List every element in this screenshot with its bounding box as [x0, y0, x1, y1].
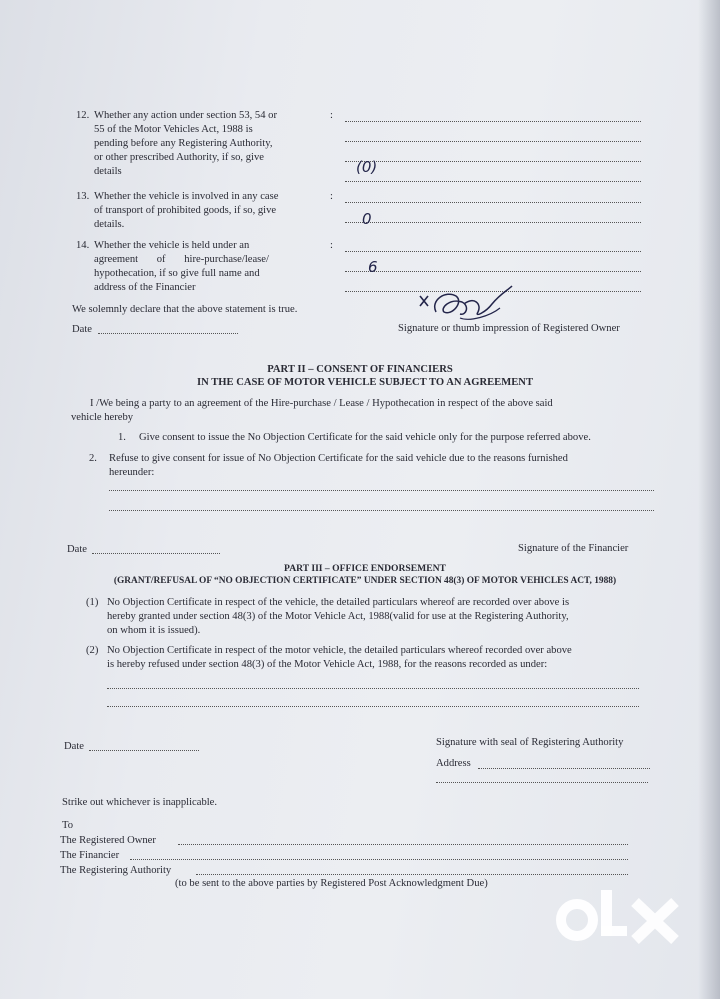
- owner-date-label: Date: [72, 324, 92, 335]
- answer-line: [345, 202, 641, 203]
- q14-text-line: agreement of hire-purchase/lease/: [94, 254, 269, 265]
- to-label: To: [62, 820, 74, 831]
- owner-signature-label: Signature or thumb impression of Registered Owner: [398, 323, 620, 334]
- q12-text-line: 55 of the Motor Vehicles Act, 1988 is: [94, 124, 253, 135]
- authority-signature-label: Signature with seal of Registering Authority: [436, 737, 624, 748]
- part3-item1-number: (1): [86, 597, 99, 608]
- answer-line: [345, 121, 641, 122]
- q12-number: 12.: [76, 110, 90, 121]
- part2-item2-text-cont: hereunder:: [109, 467, 155, 478]
- answer-line: [345, 161, 641, 162]
- reason-line: [107, 688, 639, 689]
- q14-text-line: Whether the vehicle is held under an: [94, 240, 250, 251]
- part3-item1-text: No Objection Certificate in respect of the vehicle, the detailed particulars whereof are recorded over above is: [107, 597, 570, 608]
- q13-handwritten-answer: 0: [362, 210, 372, 228]
- owner-signature: [400, 282, 540, 330]
- financier-date-label: Date: [67, 544, 87, 555]
- part3-item2-text: No Objection Certificate in respect of the motor vehicle, the detailed particulars whereof recorded over above: [107, 645, 572, 656]
- answer-line: [345, 181, 641, 182]
- authority-address-label: Address: [436, 758, 471, 769]
- q13-number: 13.: [76, 191, 90, 202]
- q14-handwritten-answer: 6: [368, 258, 378, 276]
- part3-item2-text: is hereby refused under section 48(3) of the Motor Vehicle Act, 1988, for the reasons recorded as under:: [107, 659, 548, 670]
- recipient-authority: The Registering Authority: [60, 865, 172, 876]
- declaration-text: We solemnly declare that the above statement is true.: [72, 304, 298, 315]
- q13-text-line: of transport of prohibited goods, if so, give: [94, 205, 277, 216]
- answer-line: [345, 251, 641, 252]
- part2-intro: I /We being a party to an agreement of the Hire-purchase / Lease / Hypothecation in respect of the above said: [90, 398, 553, 409]
- date-line: [89, 750, 199, 751]
- reason-line: [109, 510, 654, 511]
- strike-out-note: Strike out whichever is inapplicable.: [62, 797, 218, 808]
- q13-text-line: Whether the vehicle is involved in any case: [94, 191, 279, 202]
- colon: :: [330, 191, 333, 202]
- recipient-financier: The Financier: [60, 850, 120, 861]
- q12-text-line: details: [94, 166, 122, 177]
- date-line: [92, 553, 220, 554]
- recipient-owner: The Registered Owner: [60, 835, 156, 846]
- address-line: [478, 768, 650, 769]
- q13-text-line: details.: [94, 219, 125, 230]
- part3-item1-text: hereby granted under section 48(3) of the Motor Vehicle Act, 1988(valid for use at the Registering Authority,: [107, 611, 569, 622]
- answer-line: [345, 271, 641, 272]
- q12-handwritten-answer: (0): [356, 158, 378, 176]
- date-line: [98, 333, 238, 334]
- q14-text-line: address of the Financier: [94, 282, 196, 293]
- part2-title: PART II – CONSENT OF FINANCIERS: [267, 364, 453, 375]
- part3-title: PART III – OFFICE ENDORSEMENT: [284, 563, 446, 574]
- q12-text-line: or other prescribed Authority, if so, give: [94, 152, 264, 163]
- q12-text-line: Whether any action under section 53, 54 or: [94, 110, 277, 121]
- part2-item2-text: Refuse to give consent for issue of No Objection Certificate for the said vehicle due to the reasons furnished: [109, 453, 568, 464]
- part2-item1-number: 1.: [118, 432, 126, 443]
- part2-intro-cont: vehicle hereby: [71, 412, 134, 423]
- q12-text-line: pending before any Registering Authority,: [94, 138, 273, 149]
- part3-item2-number: (2): [86, 645, 99, 656]
- part2-subtitle: IN THE CASE OF MOTOR VEHICLE SUBJECT TO AN AGREEMENT: [196, 377, 534, 388]
- colon: :: [330, 110, 333, 121]
- part3-subtitle: (GRANT/REFUSAL OF “NO OBJECTION CERTIFICATE” UNDER SECTION 48(3) OF MOTOR VEHICLES ACT, 1988): [113, 576, 617, 586]
- financier-signature-label: Signature of the Financier: [518, 543, 629, 554]
- answer-line: [345, 222, 641, 223]
- address-line: [436, 782, 648, 783]
- part3-item1-text: on whom it is issued).: [107, 625, 201, 636]
- colon: :: [330, 240, 333, 251]
- reason-line: [109, 490, 654, 491]
- recipient-line: [178, 844, 628, 845]
- footer-note: (to be sent to the above parties by Registered Post Acknowledgment Due): [175, 878, 488, 889]
- answer-line: [345, 141, 641, 142]
- part2-item1-text: Give consent to issue the No Objection Certificate for the said vehicle only for the purpose referred above.: [139, 432, 591, 443]
- recipient-line: [130, 859, 628, 860]
- olx-logo: [555, 885, 685, 955]
- q14-text-line: hypothecation, if so give full name and: [94, 268, 260, 279]
- part2-item2-number: 2.: [89, 453, 97, 464]
- reason-line: [107, 706, 639, 707]
- authority-date-label: Date: [64, 741, 84, 752]
- recipient-line: [196, 874, 628, 875]
- q14-number: 14.: [76, 240, 90, 251]
